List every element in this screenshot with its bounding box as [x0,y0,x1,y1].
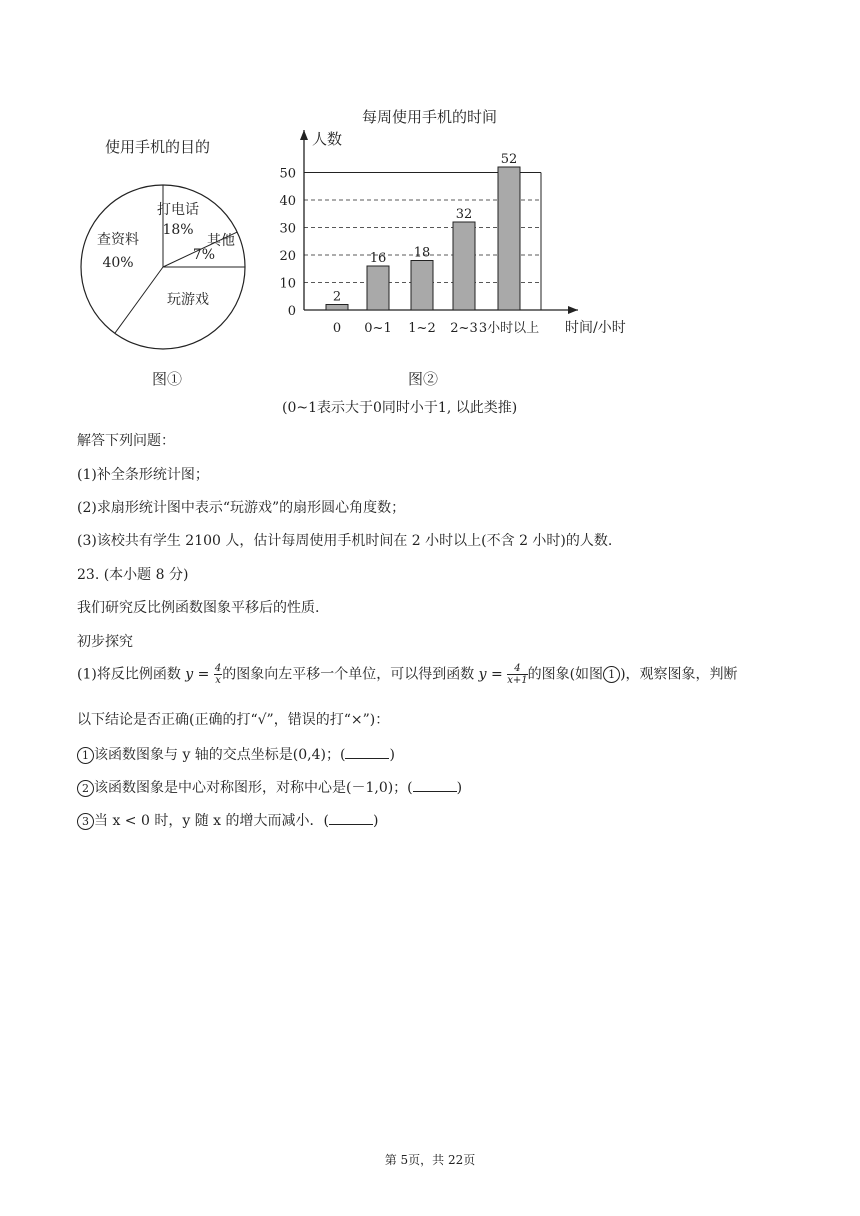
fraction-2 [507,663,527,686]
pie-chart [78,182,248,352]
x-tick-label: 3小时以上 [478,321,540,336]
y-tick-label: 20 [279,249,296,264]
question-1: (1)补全条形统计图； [77,467,209,483]
x-tick-label: 0 [332,321,342,336]
y-tick-label: 10 [279,276,296,292]
circled-number: 3 [77,813,94,830]
intro-text: 解答下列问题： [77,433,175,449]
y-tick-label: 30 [279,221,296,237]
fraction-1 [214,663,222,686]
chart-note: (0~1表示大于0同时小于1, 以此类推) [282,400,518,416]
bar-data-label: 16 [369,251,387,266]
answer-blank[interactable] [345,746,389,759]
x-tick-label: 0~1 [364,321,392,336]
page-footer: 第 5页，共 22页 [384,1153,476,1167]
x-axis-arrow [568,306,578,314]
figure-1-label: 图① [152,370,183,388]
bar-chart [278,120,648,345]
pie-slice-percent: 40% [102,255,134,271]
bar [498,167,520,310]
conclusion-3 [77,810,378,830]
figure-2-label: 图② [408,370,439,388]
bar-data-label: 18 [413,245,431,261]
pie-slice-label: 玩游戏 [167,292,209,308]
bar [411,261,433,311]
part-1-text-d: )，观察图象，判断 [620,666,738,683]
pie-slice-percent: 7% [192,247,216,263]
function-y2: y = [478,666,508,683]
x-axis-label: 时间/小时 [565,320,626,336]
conclusion-1 [77,744,395,764]
y-tick-label: 0 [287,304,296,319]
function-y1: y = [185,666,214,683]
pie-slice-label: 查资料 [97,232,139,248]
pie-chart-title: 使用手机的目的 [105,138,211,156]
answer-blank[interactable] [329,812,373,825]
bar [453,222,475,310]
fraction-1-den: x [215,675,221,686]
fraction-2-num: 4 [507,663,527,675]
bar [367,266,389,310]
part-1-line-2: 以下结论是否正确(正确的打“√”，错误的打“×”)： [77,712,390,728]
bar-data-label: 32 [455,207,473,222]
question-23-intro: 我们研究反比例函数图象平移后的性质. [77,600,320,616]
section-heading: 初步探究 [77,634,133,650]
circled-number: 1 [603,666,620,683]
close-paren: ) [456,780,463,796]
x-tick-label: 1~2 [408,321,436,336]
circled-number: 2 [77,780,94,797]
bar-data-label: 52 [500,152,518,167]
question-3: (3)该校共有学生 2100 人，估计每周使用手机时间在 2 小时以上(不含 2 小时)的人数. [77,533,613,549]
close-paren: ) [389,747,395,763]
close-paren: ) [372,813,379,829]
y-axis-label: 人数 [312,130,343,148]
part-1-text-c: 的图象(如图 [527,666,604,683]
y-axis-arrow [300,130,308,140]
part-1-text-b: 的图象向左平移一个单位，可以得到函数 [222,666,479,683]
fraction-1-num: 4 [214,663,222,674]
y-tick-label: 50 [279,166,296,182]
conclusion-3-text: 当 x < 0 时，y 随 x 的增大而减小．( [94,813,329,829]
circled-number: 1 [77,747,94,764]
pie-slice-label: 其他 [207,233,235,249]
y-tick-label: 40 [279,194,296,209]
conclusion-1-text: 该函数图象与 y 轴的交点坐标是(0,4)；( [94,747,346,763]
bar-data-label: 2 [332,289,342,305]
fraction-2-den: x+1 [507,675,528,686]
conclusion-2 [77,777,462,797]
question-23-header: 23. (本小题 8 分) [77,567,189,583]
pie-slice-label: 打电话 [157,202,199,218]
answer-blank[interactable] [413,779,457,792]
part-1-line-1 [77,663,738,686]
pie-slice-percent: 18% [162,222,194,238]
x-tick-label: 2~3 [450,321,478,336]
bar-chart-title: 每周使用手机的时间 [362,108,498,126]
bar [326,305,348,311]
part-1-text-a: (1)将反比例函数 [77,666,186,683]
conclusion-2-text: 该函数图象是中心对称图形，对称中心是(－1,0)；( [94,780,413,796]
question-2: (2)求扇形统计图中表示“玩游戏”的扇形圆心角度数； [77,500,406,516]
